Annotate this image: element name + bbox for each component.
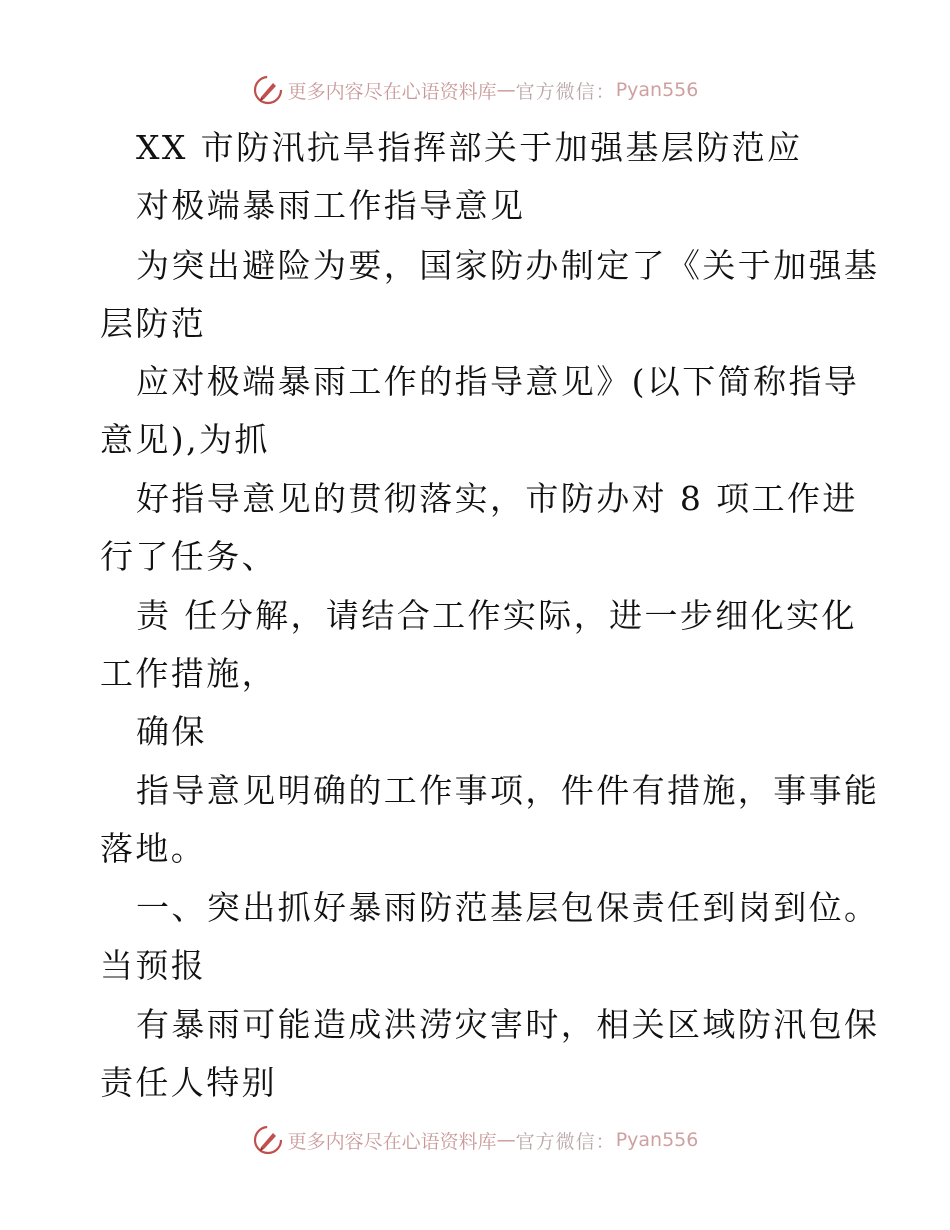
watermark-sub-text: 官方微信： bbox=[515, 80, 616, 103]
paragraph-line: 确保 bbox=[136, 712, 207, 751]
watermark-sub-text: 官方微信： bbox=[515, 1130, 616, 1153]
paragraph-line: 应对极端暴雨工作的指导意见》(以下简称指导 bbox=[136, 362, 860, 401]
watermark-id: Pyan556 bbox=[615, 1129, 699, 1151]
watermark-footer bbox=[0, 1122, 950, 1158]
paragraph-line: 为突出避险为要，国家防办制定了《关于加强基 bbox=[136, 246, 880, 285]
paragraph-line: 指导意见明确的工作事项，件件有措施，事事能 bbox=[136, 771, 880, 810]
paragraph-line: 层防范 bbox=[100, 304, 207, 343]
pen-logo-icon bbox=[252, 74, 284, 106]
paragraph-line: 行了任务、 bbox=[100, 537, 277, 576]
watermark-dash: — bbox=[496, 1129, 516, 1151]
paragraph-line: 落地。 bbox=[100, 829, 207, 868]
doc-title-line-1: XX 市防汛抗旱指挥部关于加强基层防范应 bbox=[136, 128, 803, 167]
watermark-dash: — bbox=[496, 79, 516, 101]
doc-title-line-2: 对极端暴雨工作指导意见 bbox=[136, 186, 526, 225]
paragraph-line: 意见),为抓 bbox=[100, 420, 270, 459]
section-heading-line: 一、突出抓好暴雨防范基层包保责任到岗到位。 bbox=[136, 888, 880, 927]
paragraph-line: 好指导意见的贯彻落实，市防办对 8 项工作进 bbox=[136, 479, 858, 518]
watermark-header bbox=[0, 72, 950, 108]
watermark-main-text: 更多内容尽在心语资料库 bbox=[287, 80, 497, 103]
paragraph-line: 责 任分解，请结合工作实际，进一步细化实化 bbox=[136, 596, 857, 635]
pen-logo-icon bbox=[252, 1124, 284, 1156]
paragraph-line: 责任人特别 bbox=[100, 1063, 277, 1102]
paragraph-line: 工作措施， bbox=[100, 654, 277, 693]
paragraph-line: 有暴雨可能造成洪涝灾害时，相关区域防汛包保 bbox=[136, 1005, 880, 1044]
watermark-main-text: 更多内容尽在心语资料库 bbox=[287, 1130, 497, 1153]
paragraph-line: 当预报 bbox=[100, 946, 207, 985]
watermark-id: Pyan556 bbox=[615, 79, 699, 101]
